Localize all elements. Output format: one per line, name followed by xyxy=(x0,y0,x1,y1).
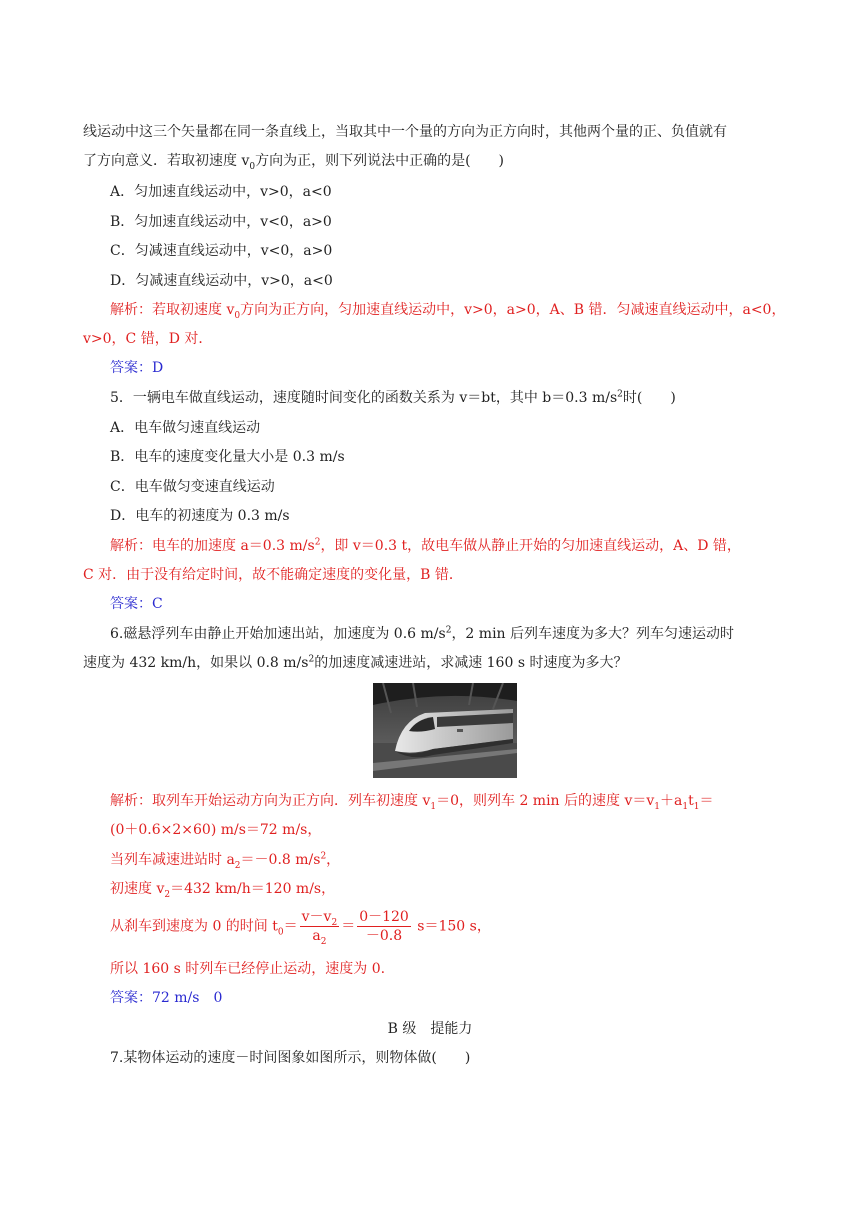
intro-line-1: 线运动中这三个矢量都在同一条直线上，当取其中一个量的方向为正方向时，其他两个量的正、负值就有 xyxy=(83,124,727,140)
q4-answer: 答案：D xyxy=(110,360,164,376)
q4-option-b: B．匀加速直线运动中，v<0，a>0 xyxy=(110,214,332,230)
q6-answer: 答案：72 m/s 0 xyxy=(110,990,223,1006)
q5-analysis-line-2: C 对．由于没有给定时间，故不能确定速度的变化量，B 错． xyxy=(83,567,463,583)
q6-analysis-line-3: 当列车减速进站时 $a_2=-0.8$ $m/s^2$， xyxy=(110,851,341,871)
q5-stem: 5．一辆电车做直线运动，速度随时间变化的函数关系为 v＝bt，其中 b＝0.3 $m/s^2$时( ) xyxy=(110,389,676,406)
q5-answer: 答案：C xyxy=(110,596,163,612)
q6-analysis-line-1: 解析：取列车开始运动方向为正方向．列车初速度 $v_1=0$，则列车 2 min 后的速度 $v=v_1+a_1t_1=$ xyxy=(110,793,714,812)
train-image xyxy=(373,683,517,778)
q7-stem: 7.某物体运动的速度－时间图象如图所示，则物体做( ) xyxy=(110,1050,471,1066)
q6-analysis-line-4: 初速度 $v_2=432$ km/h＝120 m/s， xyxy=(110,881,336,900)
section-heading: B 级 提能力 xyxy=(387,1021,473,1037)
fraction-2: $\frac{0-120}{-0.8}$ xyxy=(359,909,409,944)
q5-option-c: C．电车做匀变速直线运动 xyxy=(110,479,275,495)
q4-option-d: D．匀减速直线运动中，v>0，a<0 xyxy=(110,273,333,289)
q4-option-a: A．匀加速直线运动中，v>0，a<0 xyxy=(110,184,332,200)
q5-option-d: D．电车的初速度为 0.3 m/s xyxy=(110,508,290,524)
fraction-1: $\frac{v-v_2}{a_2}$ xyxy=(301,909,338,947)
q5-option-a: A．电车做匀速直线运动 xyxy=(110,420,261,436)
q6-analysis-line-6: 所以 160 s 时列车已经停止运动，速度为 0. xyxy=(110,961,386,977)
q6-stem-line-1: 6.磁悬浮列车由静止开始加速出站，加速度为 0.6 $m/s^2$，2 min 后列车速度为多大？列车匀速运动时 xyxy=(110,625,735,642)
q5-option-b: B．电车的速度变化量大小是 0.3 m/s xyxy=(110,449,345,465)
q6-analysis-line-2: (0＋0.6×2×60) m/s＝72 m/s， xyxy=(110,822,322,838)
q6-analysis-line-5: 从刹车到速度为 0 的时间 $t_0=$ $\frac{v-v_2}{a_2}$ ＝ $\frac{0-120}{-0.8}$ s＝150 s， xyxy=(110,909,491,947)
intro-line-2: 了方向意义．若取初速度 $v_0$方向为正，则下列说法中正确的是( ) xyxy=(83,153,505,172)
q4-analysis-line-1: 解析：若取初速度 $v_0$方向为正方向，匀加速直线运动中，v>0，a>0，A、B 错．匀减速直线运动中，a<0， xyxy=(110,302,786,321)
q6-stem-line-2: 速度为 432 km/h，如果以 0.8 $m/s^2$的加速度减速进站，求减速 160 s 时速度为多大？ xyxy=(83,654,628,671)
q4-analysis-line-2: v>0，C 错，D 对． xyxy=(83,331,213,347)
q4-option-c: C．匀减速直线运动中，v<0，a>0 xyxy=(110,243,333,259)
maglev-train-photo xyxy=(373,683,517,778)
q5-analysis-line-1: 解析：电车的加速度 a＝0.3 $m/s^2$，即 v＝0.3 t，故电车做从静止开始的匀加速直线运动，A、D 错， xyxy=(110,537,741,554)
